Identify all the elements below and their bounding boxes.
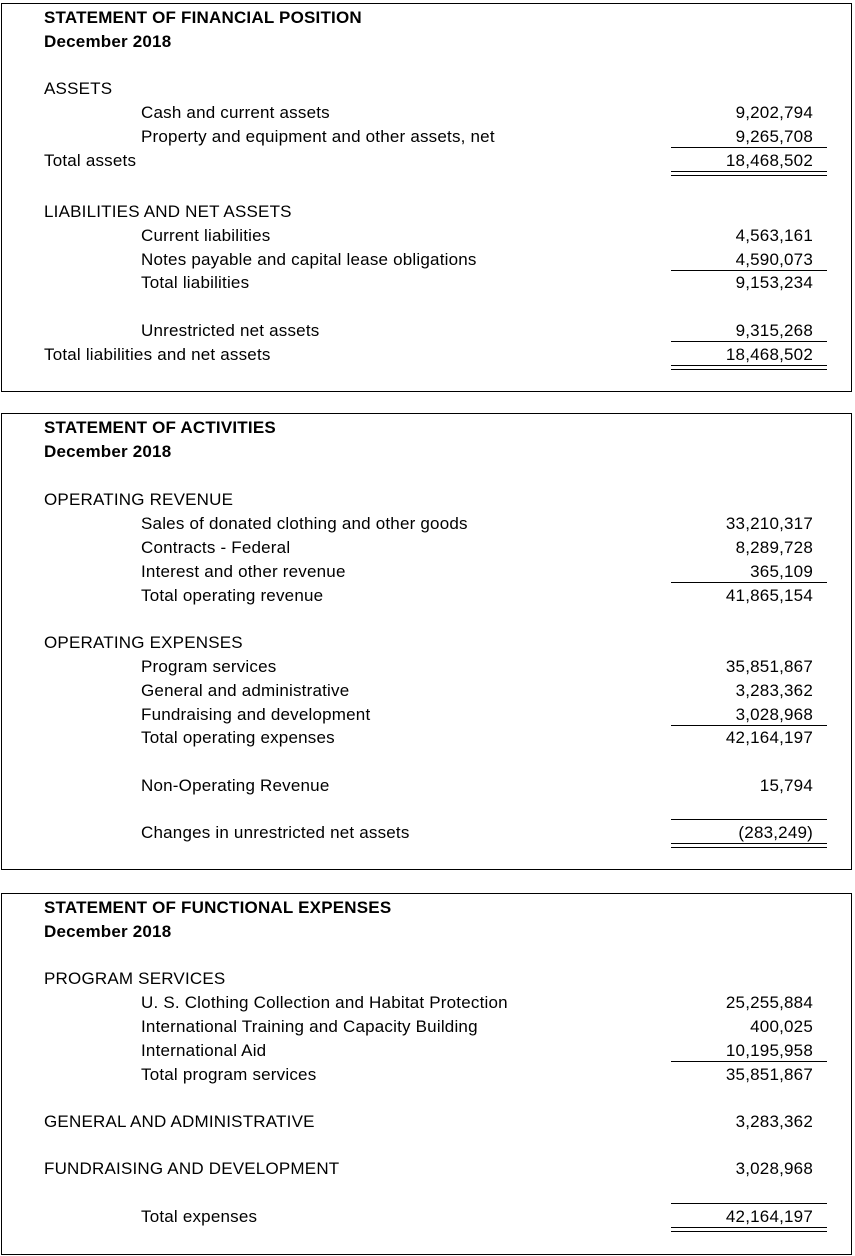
contracts-value: 8,289,728 bbox=[735, 538, 813, 557]
program-services-heading: PROGRAM SERVICES bbox=[44, 969, 226, 988]
total-liabilities-label: Total liabilities bbox=[141, 273, 250, 292]
total-expenses-label: Total expenses bbox=[141, 1207, 258, 1226]
total-expenses-label: Total operating expenses bbox=[141, 728, 335, 747]
functional-expenses-date: December 2018 bbox=[44, 922, 172, 941]
us-clothing-label: U. S. Clothing Collection and Habitat Protection bbox=[141, 993, 508, 1012]
operating-expenses-heading: OPERATING EXPENSES bbox=[44, 633, 243, 652]
program-services-label: Program services bbox=[141, 657, 277, 676]
functional-expenses-panel bbox=[1, 893, 852, 1255]
total-expenses-value: 42,164,197 bbox=[725, 728, 813, 747]
rule bbox=[671, 582, 827, 583]
total-revenue-value: 41,865,154 bbox=[725, 586, 813, 605]
cash-value: 9,202,794 bbox=[735, 103, 813, 122]
changes-net-assets-value: (283,249) bbox=[738, 823, 813, 842]
rule bbox=[671, 819, 827, 820]
operating-revenue-heading: OPERATING REVENUE bbox=[44, 490, 234, 509]
current-liabilities-value: 4,563,161 bbox=[735, 226, 813, 245]
rule bbox=[671, 270, 827, 271]
rule bbox=[671, 1061, 827, 1062]
interest-value: 365,109 bbox=[750, 562, 813, 581]
liabilities-heading: LIABILITIES AND NET ASSETS bbox=[44, 202, 292, 221]
total-liabilities-value: 9,153,234 bbox=[735, 273, 813, 292]
financial-position-date: December 2018 bbox=[44, 32, 172, 51]
cash-label: Cash and current assets bbox=[141, 103, 330, 122]
non-operating-revenue-label: Non-Operating Revenue bbox=[141, 776, 330, 795]
notes-payable-value: 4,590,073 bbox=[735, 250, 813, 269]
rule bbox=[671, 725, 827, 726]
notes-payable-label: Notes payable and capital lease obligations bbox=[141, 250, 477, 269]
unrestricted-net-assets-value: 9,315,268 bbox=[735, 321, 813, 340]
general-admin-heading: GENERAL AND ADMINISTRATIVE bbox=[44, 1112, 315, 1131]
double-rule bbox=[671, 365, 827, 370]
rule bbox=[671, 341, 827, 342]
total-program-label: Total program services bbox=[141, 1065, 317, 1084]
total-liabilities-net-assets-label: Total liabilities and net assets bbox=[44, 345, 271, 364]
general-admin-label: General and administrative bbox=[141, 681, 350, 700]
fundraising-value: 3,028,968 bbox=[735, 705, 813, 724]
assets-heading: ASSETS bbox=[44, 79, 113, 98]
non-operating-revenue-value: 15,794 bbox=[759, 776, 813, 795]
double-rule bbox=[671, 843, 827, 848]
double-rule bbox=[671, 1227, 827, 1232]
fundraising-total: 3,028,968 bbox=[735, 1159, 813, 1178]
total-liabilities-net-assets-value: 18,468,502 bbox=[725, 345, 813, 364]
intl-aid-value: 10,195,958 bbox=[725, 1041, 813, 1060]
changes-net-assets-label: Changes in unrestricted net assets bbox=[141, 823, 410, 842]
intl-training-label: International Training and Capacity Building bbox=[141, 1017, 478, 1036]
contracts-label: Contracts - Federal bbox=[141, 538, 291, 557]
property-value: 9,265,708 bbox=[735, 127, 813, 146]
activities-title: STATEMENT OF ACTIVITIES bbox=[44, 418, 276, 437]
functional-expenses-title: STATEMENT OF FUNCTIONAL EXPENSES bbox=[44, 898, 392, 917]
activities-panel bbox=[1, 413, 852, 870]
financial-position-panel bbox=[1, 3, 852, 392]
activities-date: December 2018 bbox=[44, 442, 172, 461]
interest-label: Interest and other revenue bbox=[141, 562, 346, 581]
total-expenses-value: 42,164,197 bbox=[725, 1207, 813, 1226]
current-liabilities-label: Current liabilities bbox=[141, 226, 271, 245]
rule bbox=[671, 1203, 827, 1204]
sales-label: Sales of donated clothing and other goods bbox=[141, 514, 468, 533]
intl-training-value: 400,025 bbox=[750, 1017, 813, 1036]
fundraising-heading: FUNDRAISING AND DEVELOPMENT bbox=[44, 1159, 340, 1178]
us-clothing-value: 25,255,884 bbox=[725, 993, 813, 1012]
unrestricted-net-assets-label: Unrestricted net assets bbox=[141, 321, 320, 340]
total-assets-label: Total assets bbox=[44, 151, 137, 170]
fundraising-label: Fundraising and development bbox=[141, 705, 371, 724]
sales-value: 33,210,317 bbox=[725, 514, 813, 533]
intl-aid-label: International Aid bbox=[141, 1041, 267, 1060]
general-admin-total: 3,283,362 bbox=[735, 1112, 813, 1131]
rule bbox=[671, 147, 827, 148]
double-rule bbox=[671, 171, 827, 176]
total-program-value: 35,851,867 bbox=[725, 1065, 813, 1084]
property-label: Property and equipment and other assets, net bbox=[141, 127, 495, 146]
total-assets-value: 18,468,502 bbox=[725, 151, 813, 170]
financial-position-title: STATEMENT OF FINANCIAL POSITION bbox=[44, 8, 362, 27]
program-services-value: 35,851,867 bbox=[725, 657, 813, 676]
total-revenue-label: Total operating revenue bbox=[141, 586, 324, 605]
general-admin-value: 3,283,362 bbox=[735, 681, 813, 700]
